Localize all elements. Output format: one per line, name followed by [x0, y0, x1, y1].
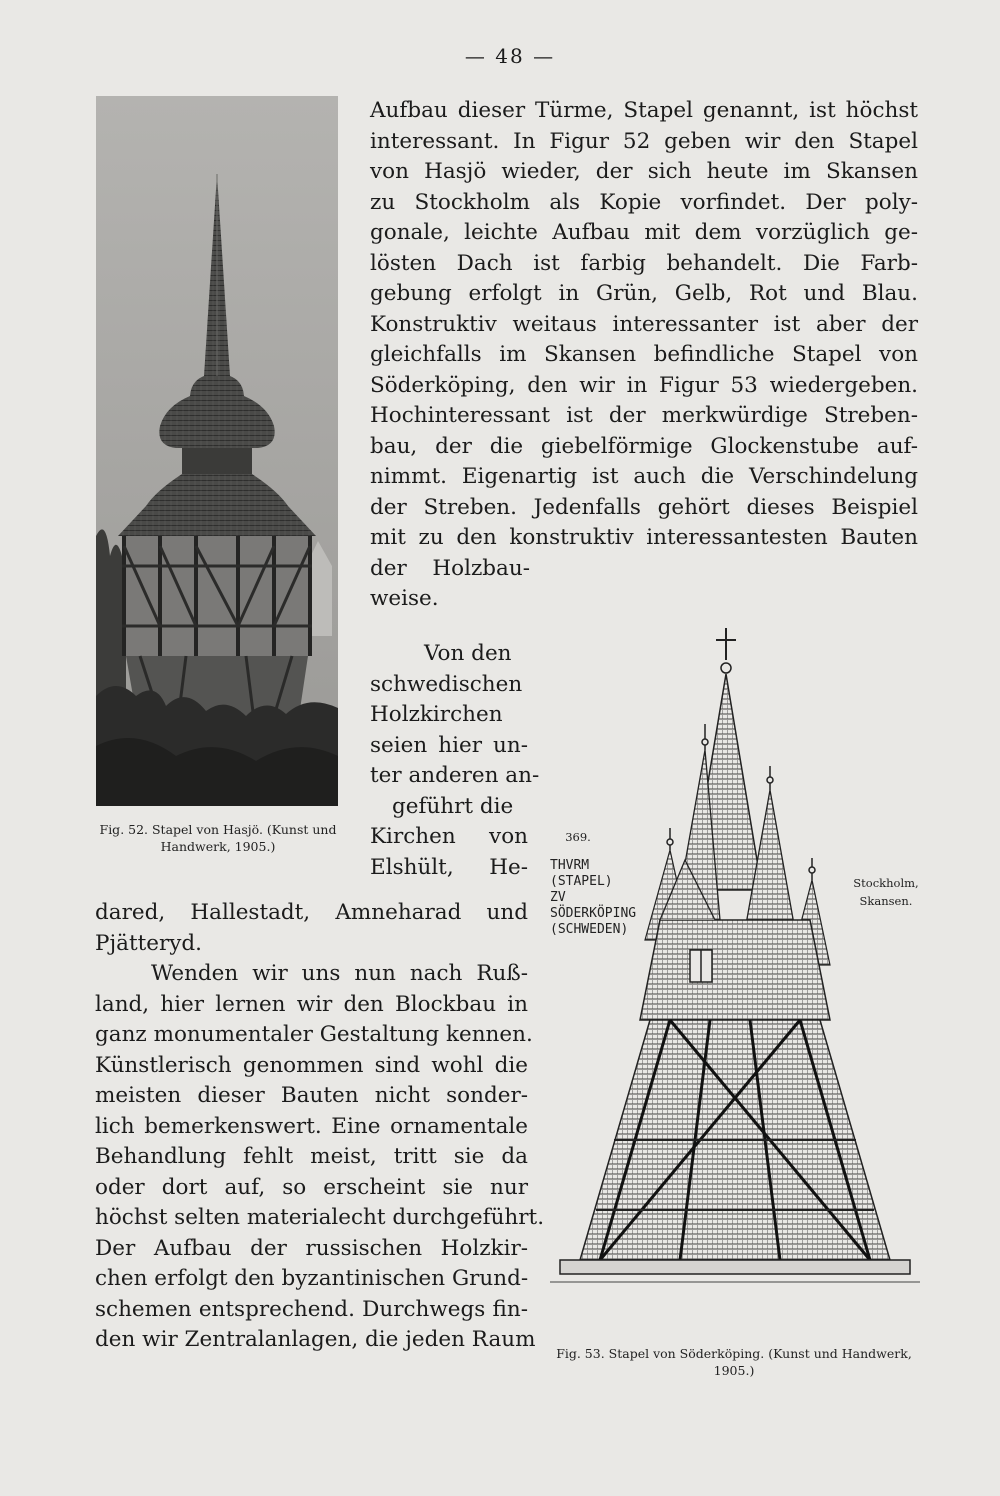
text-line: Söderköping, den wir in Figur 53 wiedergeben. — [370, 372, 918, 398]
fig53-caption: Fig. 53. Stapel von Söderköping. (Kunst und Handwerk, 1905.) — [556, 1346, 912, 1378]
text-line: dared, Hallestadt, Amneharad und — [95, 900, 528, 925]
text-line: Wenden wir uns nun nach Ruß- — [151, 961, 528, 986]
text-line: der Streben. Jedenfalls gehört dieses Beispiel — [370, 494, 918, 520]
text-line: Behandlung fehlt meist, tritt sie da — [95, 1144, 528, 1169]
drawing-title-line: (SCHWEDEN) — [550, 922, 629, 937]
text-line: weise. — [370, 586, 439, 611]
text-line: gonale, leichte Aufbau mit dem vorzüglich ge- — [370, 220, 918, 245]
text-line: Hochinteressant ist der merkwürdige Streben- — [370, 403, 918, 428]
text-line: schemen entsprechend. Durchwegs fin- — [95, 1296, 528, 1322]
text-line: geführt die — [392, 793, 514, 819]
text-line: lösten Dach ist farbig behandelt. Die Farb- — [370, 250, 918, 276]
text-line: interessant. In Figur 52 geben wir den Stapel — [370, 128, 918, 154]
drawing-place-line: Skansen. — [859, 894, 913, 908]
text-line: chen erfolgt den byzantinischen Grund- — [95, 1266, 529, 1291]
text-line: den wir Zentralanlagen, die jeden Raum — [95, 1327, 536, 1352]
drawing-number: 369. — [565, 830, 591, 844]
text-column-narrow — [370, 639, 540, 883]
text-column-left — [95, 898, 545, 1356]
text-line: gebung erfolgt in Grün, Gelb, Rot und Blau. — [370, 281, 918, 306]
text-line: Künstlerisch genommen sind wohl die — [95, 1052, 528, 1078]
drawing-place-line: Stockholm, — [853, 876, 919, 890]
page-number: — 48 — — [464, 44, 556, 68]
text-line: nimmt. Eigenartig ist auch die Verschindelung — [370, 464, 918, 489]
drawing-title-line: THVRM — [550, 858, 590, 873]
text-line: ter anderen an- — [370, 763, 540, 788]
text-line: meisten dieser Bauten nicht sonder- — [95, 1083, 528, 1108]
text-line: Von den — [424, 641, 512, 666]
text-line: Elshült, He- — [370, 854, 528, 880]
text-line: Pjätteryd. — [95, 930, 202, 956]
drawing-place — [846, 874, 926, 910]
fig52-caption: Fig. 52. Stapel von Hasjö. (Kunst und Handwerk, 1905.) — [99, 822, 337, 854]
text-line: Kirchen von — [370, 824, 528, 849]
text-line: mit zu den konstruktiv interessantesten Bauten — [370, 525, 918, 550]
text-column-right — [370, 96, 918, 615]
text-line: Konstruktiv weitaus interessanter ist aber der — [370, 311, 918, 337]
text-line: oder dort auf, so erscheint sie nur — [95, 1174, 528, 1200]
drawing-title-line: (STAPEL) — [550, 874, 613, 889]
text-line: bau, der die giebelförmige Glockenstube auf- — [370, 433, 918, 459]
text-line: ganz monumentaler Gestaltung kennen. — [95, 1022, 533, 1047]
text-line: der Holzbau- — [370, 555, 530, 581]
text-line: gleichfalls im Skansen befindliche Stapel von — [370, 342, 918, 367]
text-line: lich bemerkenswert. Eine ornamentale — [95, 1113, 528, 1139]
text-line: Aufbau dieser Türme, Stapel genannt, ist höchst — [370, 98, 918, 123]
drawing-title-line: ZV — [550, 890, 566, 905]
text-line: höchst selten materialecht durchgeführt. — [95, 1205, 545, 1230]
fig52-photo — [96, 96, 338, 806]
drawing-title — [550, 858, 636, 938]
text-line: land, hier lernen wir den Blockbau in — [95, 991, 528, 1017]
fig53-drawing — [540, 620, 930, 1340]
text-line: von Hasjö wieder, der sich heute im Skansen — [370, 159, 918, 184]
drawing-title-line: SÖDERKÖPING — [550, 906, 637, 921]
text-line: seien hier un- — [370, 732, 528, 758]
text-line: Holzkirchen — [370, 702, 503, 727]
text-line: Der Aufbau der russischen Holzkir- — [95, 1235, 528, 1261]
text-line: schwedischen — [370, 671, 523, 697]
text-line: zu Stockholm als Kopie vorfindet. Der poly- — [370, 189, 918, 215]
